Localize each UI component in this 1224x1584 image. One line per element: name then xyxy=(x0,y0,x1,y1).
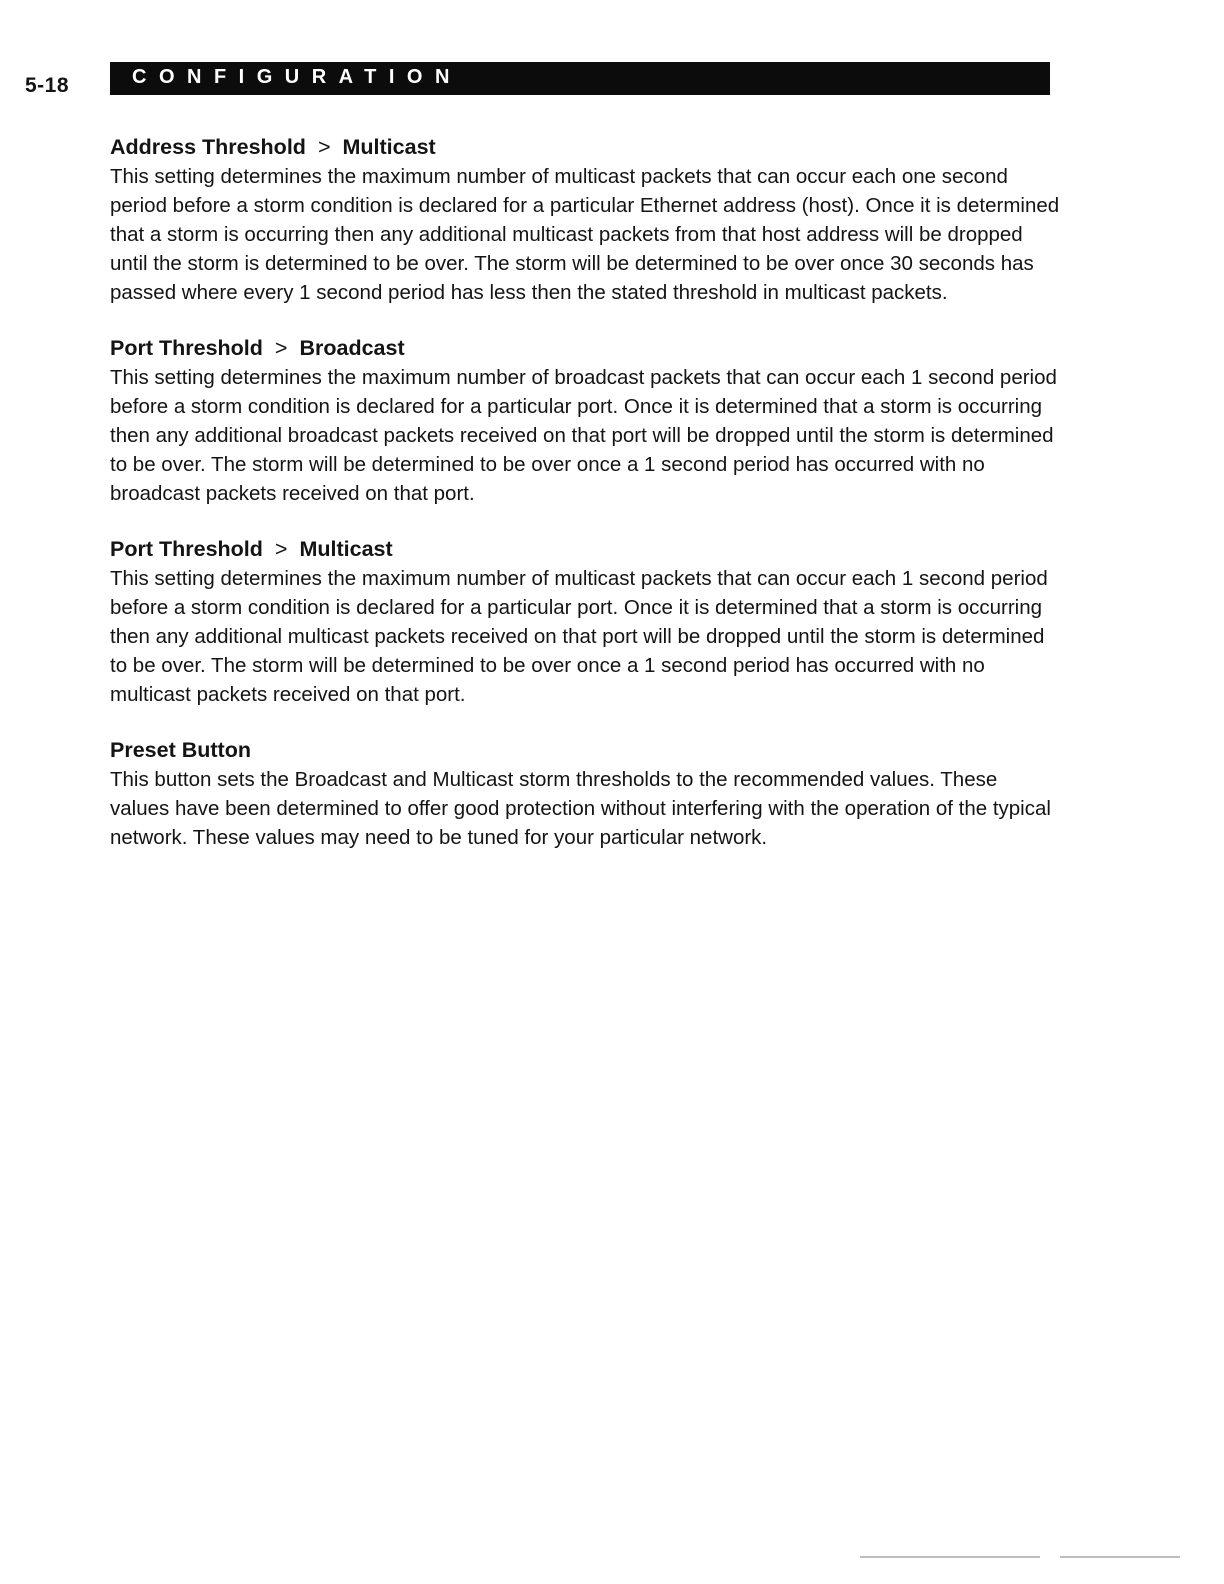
section-preset-button xyxy=(110,735,1060,852)
heading-part1: Port Threshold xyxy=(110,336,263,360)
section-body: This setting determines the maximum number of multicast packets that can occur each 1 second period before a storm condition is declared for a particular port. Once it is determined that a storm is occurring then any additional multicast packets received on that port will be dropped until the storm is determined to be over. The storm will be determined to be over once a 1 second period has occurred with no multicast packets received on that port. xyxy=(110,567,1048,706)
section-body: This button sets the Broadcast and Multicast storm thresholds to the recommended values. These values have been determined to offer good protection without interfering with the operation of the typical network. These values may need to be tuned for your particular network. xyxy=(110,768,1051,849)
heading-part1: Preset Button xyxy=(110,738,251,762)
page-content xyxy=(110,132,1060,878)
chapter-title: CONFIGURATION xyxy=(132,66,462,88)
chapter-header-bar xyxy=(110,62,1050,95)
page-number: 5-18 xyxy=(25,74,70,97)
section-heading xyxy=(110,735,1060,765)
heading-part2: Broadcast xyxy=(299,336,405,360)
section-heading xyxy=(110,132,1060,162)
heading-part2: Multicast xyxy=(299,537,393,561)
section-heading xyxy=(110,534,1060,564)
heading-part1: Address Threshold xyxy=(110,135,306,159)
section-heading xyxy=(110,333,1060,363)
section-body: This setting determines the maximum number of multicast packets that can occur each one second period before a storm condition is declared for a particular Ethernet address (host). Once it is determined that a storm is occurring then any additional multicast packets from that host address will be dropped until the storm is determined to be over. The storm will be determined to be over once 30 seconds has passed where every 1 second period has less then the stated threshold in multicast packets. xyxy=(110,165,1060,304)
section-port-threshold-broadcast xyxy=(110,333,1060,508)
heading-part2: Multicast xyxy=(342,135,436,159)
section-port-threshold-multicast xyxy=(110,534,1060,709)
heading-separator: > xyxy=(274,336,288,360)
scan-artifact-line xyxy=(1060,1556,1180,1558)
heading-separator: > xyxy=(274,537,288,561)
heading-part1: Port Threshold xyxy=(110,537,263,561)
scan-artifact-line xyxy=(860,1556,1040,1558)
section-body: This setting determines the maximum number of broadcast packets that can occur each 1 second period before a storm condition is declared for a particular port. Once it is determined that a storm is occurring then any additional broadcast packets received on that port will be dropped until the storm is determined to be over. The storm will be determined to be over once a 1 second period has occurred with no broadcast packets received on that port. xyxy=(110,366,1057,505)
section-address-threshold-multicast xyxy=(110,132,1060,307)
heading-separator: > xyxy=(317,135,331,159)
